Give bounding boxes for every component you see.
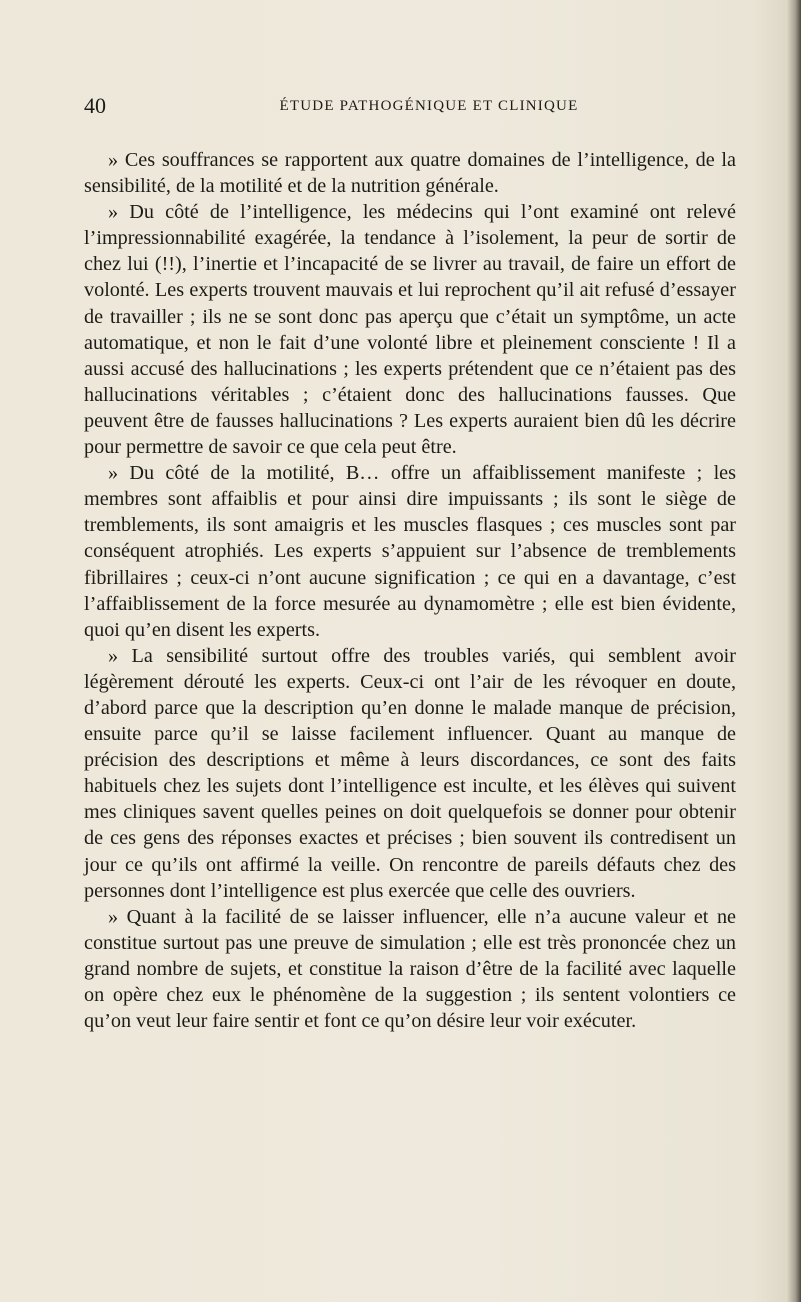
paragraph: » Du côté de l’intelligence, les médecins qui l’ont examiné ont relevé l’impressionnabilité exagérée, la tendance à l’isolement, la peur de sortir de chez lui (!!), l’inertie et l’incapacité de se livrer au travail, de faire un effort de volonté. Les experts trouvent mauvais et lui reprochent qu’il ait refusé d’essayer de travailler ; ils ne se sont donc pas aperçu que c’était un symptôme, un acte automatique, et non le fait d’une volonté libre et pleinement consciente ! Il a aussi accusé des hallucinations ; les experts prétendent que ce n’étaient pas des hallucinations véritables ; c’étaient donc des hallucinations fausses. Que peuvent être de fausses hallucinations ? Les experts auraient bien dû les décrire pour permettre de savoir ce que cela peut être. bbox=[84, 201, 736, 459]
paragraph: » Quant à la facilité de se laisser influencer, elle n’a aucune valeur et ne constitue surtout pas une preuve de simulation ; elle est très prononcée chez un grand nombre de sujets, et constitue la raison d’être de la facilité avec laquelle on opère chez eux le phénomène de la suggestion ; ils sentent volontiers ce qu’on veut leur faire sentir et font ce qu’on désire leur voir exécuter. bbox=[84, 905, 736, 1033]
page-header bbox=[84, 93, 734, 119]
running-title: ÉTUDE PATHOGÉNIQUE ET CLINIQUE bbox=[279, 98, 579, 114]
body-text bbox=[84, 147, 736, 1034]
page-number: 40 bbox=[84, 93, 106, 118]
paragraph: » Du côté de la motilité, B… offre un affaiblissement manifeste ; les membres sont affaiblis et pour ainsi dire impuissants ; ils sont le siège de tremblements, ils sont amaigris et les muscles flasques ; ces muscles sont par conséquent atrophiés. Les experts s’appuient sur l’absence de tremblements fibrillaires ; ceux-ci n’ont aucune signification ; ce qui en a davantage, c’est l’affaiblissement de la force mesurée au dynamomètre ; elle est bien évidente, quoi qu’en disent les experts. bbox=[84, 462, 736, 641]
paragraph: » Ces souffrances se rapportent aux quatre domaines de l’intelligence, de la sensibilité, de la motilité et de la nutrition générale. bbox=[84, 149, 736, 198]
page-edge-shadow bbox=[787, 0, 801, 1302]
paragraph: » La sensibilité surtout offre des troubles variés, qui semblent avoir légèrement dérouté les experts. Ceux-ci ont l’air de les révoquer en doute, d’abord parce que la description qu’en donne le malade manque de précision, ensuite parce qu’il se laisse facilement influencer. Quant au manque de précision des descriptions et même à leurs discordances, ce sont des faits habituels chez les sujets dont l’intelligence est inculte, et les élèves qui suivent mes cliniques savent quelles peines on doit quelquefois se donner pour obtenir de ces gens des réponses exactes et précises ; bien souvent ils contredisent un jour ce qu’ils ont affirmé la veille. On rencontre de pareils défauts chez des personnes dont l’intelligence est plus exercée que celle des ouvriers. bbox=[84, 644, 736, 902]
